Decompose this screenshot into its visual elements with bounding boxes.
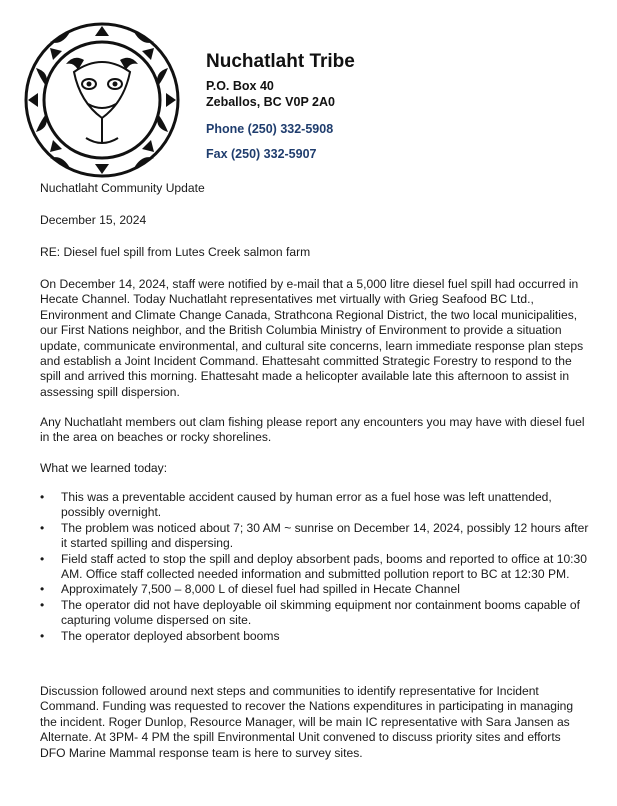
list-item: • Approximately 7,500 – 8,000 L of diesel fuel had spilled in Hecate Channel [40,582,590,597]
city-address: Zeballos, BC V0P 2A0 [206,95,335,109]
list-item: • Field staff acted to stop the spill and deploy absorbent pads, booms and reported to office at 10:30 AM. Office staff collected needed information and submitted pollution report to BC at 12:30 PM. [40,552,590,583]
list-item: • The operator did not have deployable oil skimming equipment nor containment booms capable of capturing volume dispersed on site. [40,598,590,629]
paragraph-notification: On December 14, 2024, staff were notified by e-mail that a 5,000 litre diesel fuel spill had occurred in Hecate Channel. Today Nuchatlaht representatives met virtually with Grieg Seafood BC Ltd., Environment and Climate Change Canada, Strathcona Regional District, the two local municipalities, our First Nations neighbor, and the British Columbia Ministry of Environment to provide a situation update, communicate environmental, and cultural site concerns, learn immediate response plan steps and establish a Joint Incident Command. Ehattesaht committed Strategic Forestry to respond to the spill and arrived this morning. Ehattesaht made a helicopter available late this afternoon to assist in assessing spill dispersion. [40,277,584,399]
letter-title: Nuchatlaht Community Update [40,181,205,195]
letter-subject: RE: Diesel fuel spill from Lutes Creek salmon farm [40,245,311,259]
list-item: • The problem was noticed about 7; 30 AM ~ sunrise on December 14, 2024, possibly 12 hours after it started spilling and dispersing. [40,521,590,552]
org-name: Nuchatlaht Tribe [206,51,355,72]
paragraph-clam-fishing: Any Nuchatlaht members out clam fishing please report any encounters you may have with diesel fuel in the area on beaches or rocky shorelines. [40,415,585,445]
learned-list [40,490,590,644]
list-item: • This was a preventable accident caused by human error as a fuel hose was left unattended, possibly overnight. [40,490,590,521]
learned-heading: What we learned today: [40,461,168,475]
list-item: • The operator deployed absorbent booms [40,629,590,644]
paragraph-discussion: Discussion followed around next steps and communities to identify representative for Incident Command. Funding was requested to recover the Nations expenditures in participating in managing the incident. Roger Dunlop, Resource Manager, will be main IC representative with Sara Jansen as Alternate. At 3PM- 4 PM the spill Environmental Unit convened to discuss priority sites and efforts DFO Marine Mammal response team is here to survey sites. [40,684,574,760]
letter-date: December 15, 2024 [40,213,147,227]
nuchatlaht-crest-logo [22,20,182,180]
po-box: P.O. Box 40 [206,79,274,93]
fax-number: Fax (250) 332-5907 [206,147,317,161]
phone-number: Phone (250) 332-5908 [206,122,334,136]
